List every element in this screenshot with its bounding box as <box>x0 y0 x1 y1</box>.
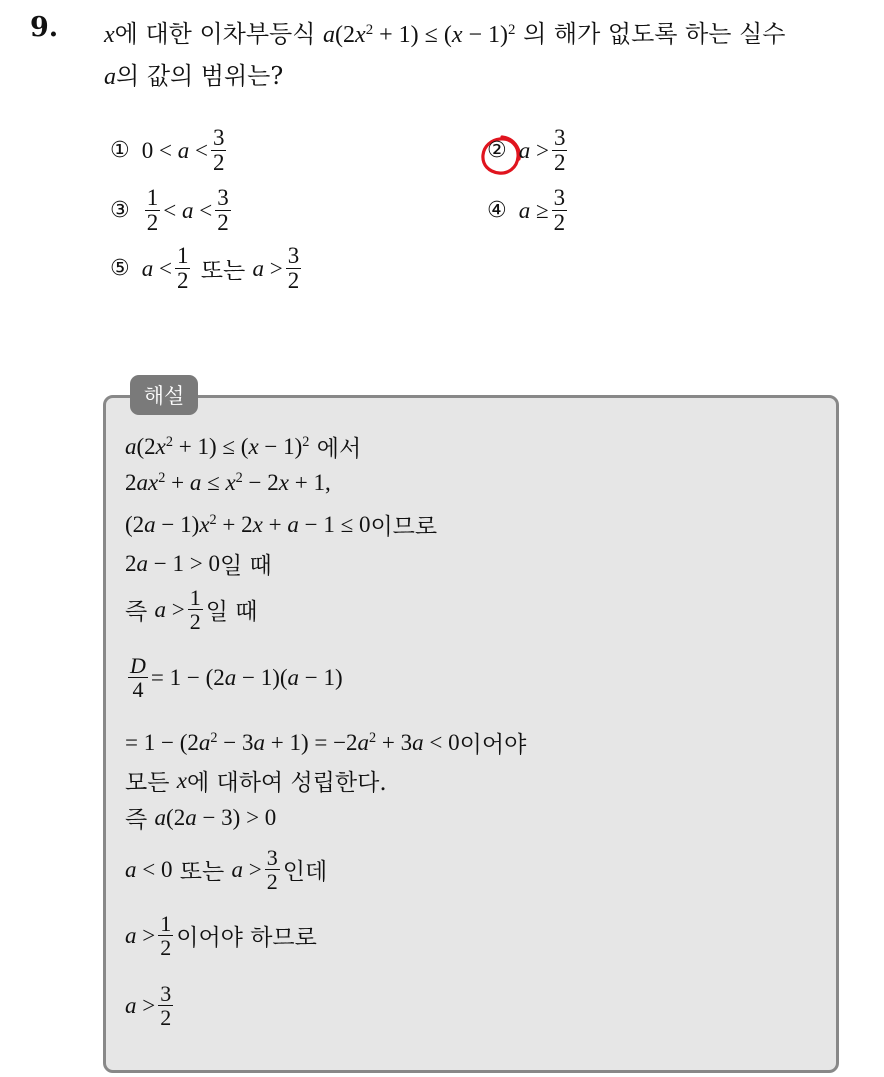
solution-line-2: $2ax^2 + a \le x^2 - 2x + 1$, <box>125 470 331 495</box>
choice-number: ④ <box>487 198 507 224</box>
solution-line-9: 즉 a(2a − 3) > 0 <box>125 804 277 833</box>
choice-number: ⑤ <box>110 256 130 282</box>
question-number: 9. <box>30 12 59 43</box>
solution-line-11: a > $\frac{1}{2}$ 이어야 하므로 <box>125 911 317 961</box>
choice-5[interactable]: ⑤ a < $\frac{1}{2}$ 또는 a > $\frac{3}{2}$ <box>110 243 300 294</box>
solution-line-1: $a(2x^2 + 1) \le (x - 1)^2$ 에서 <box>125 433 362 462</box>
choice-number: ② <box>487 138 507 164</box>
question-line-2: a의 값의 범위는? <box>104 62 284 90</box>
question-line-1: x에 대한 이차부등식 $a(2x^2 + 1) \le (x - 1)^2$ 의 해가 없도록 하는 실수 <box>104 20 786 48</box>
choice-2[interactable]: ② a > $\frac{3}{2}$ <box>487 125 566 176</box>
solution-line-4: 2a − 1 > 0 일 때 <box>125 550 272 579</box>
solution-line-10: a < 0 또는 a > $\frac{3}{2}$ 인데 <box>125 845 328 895</box>
solution-tag: 해설 <box>130 375 198 415</box>
solution-line-6: $\frac{D}{4}$ = 1 − (2a − 1)(a − 1) <box>130 653 343 703</box>
choice-number: ① <box>110 138 130 164</box>
choice-1[interactable]: ① 0 < a < $\frac{3}{2}$ <box>110 125 225 176</box>
choice-4[interactable]: ④ a ≥ $\frac{3}{2}$ <box>487 185 566 236</box>
solution-line-5: 즉 a > $\frac{1}{2}$ 일 때 <box>125 585 258 635</box>
choice-number: ③ <box>110 198 130 224</box>
solution-line-12: a > $\frac{3}{2}$ <box>125 981 172 1031</box>
solution-line-3: $(2a - 1)x^2 + 2x + a - 1 \le 0$ 이므로 <box>125 511 438 540</box>
solution-line-8: 모든 x 에 대하여 성립한다. <box>125 767 387 796</box>
choice-3[interactable]: ③ $\frac{1}{2}$ < a < $\frac{3}{2}$ <box>110 185 229 236</box>
solution-line-7: = $1 - (2a^2 - 3a + 1) = -2a^2 + 3a < 0$ 이어야 <box>125 729 527 758</box>
